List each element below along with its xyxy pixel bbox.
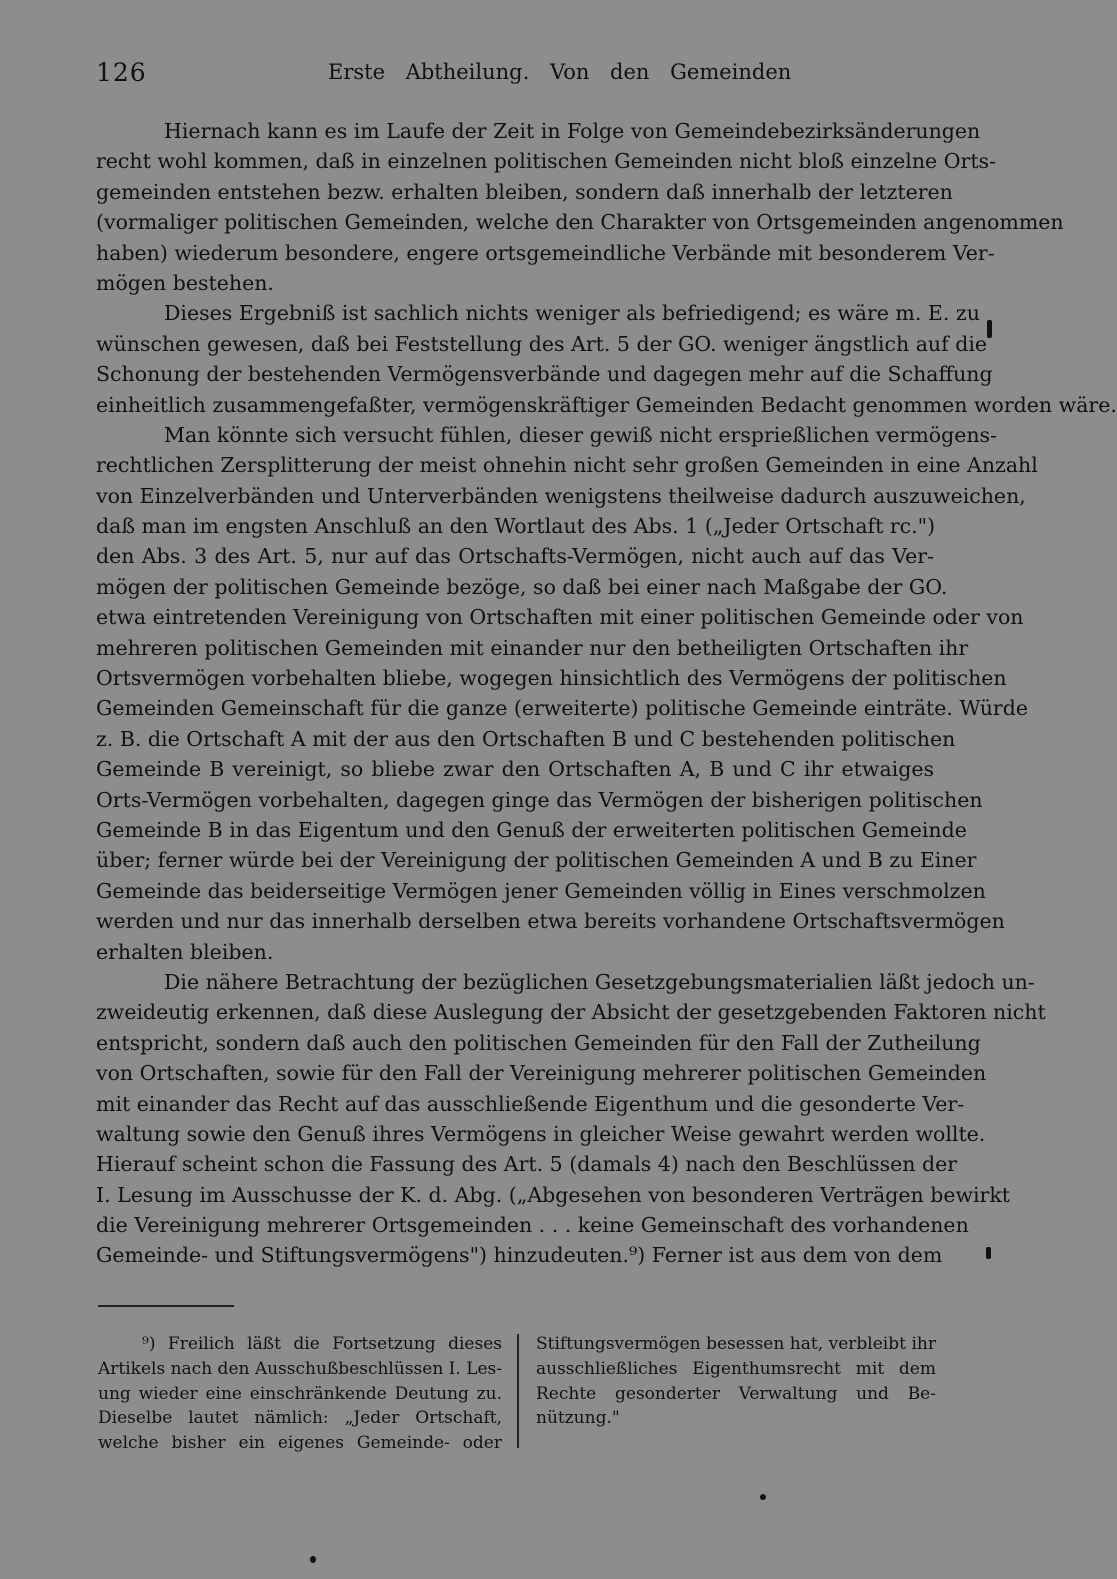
footnote-line: welche bisher ein eigenes Gemeinde- oder <box>98 1433 502 1454</box>
footnote-line: Dieselbe lautet nämlich: „Jeder Ortschaft, <box>98 1408 502 1429</box>
scan-artifact <box>987 320 992 338</box>
text-line: Die nähere Betrachtung der bezüglichen Gesetzgebungsmaterialien läßt jedoch un- <box>164 969 1035 994</box>
text-line: haben) wiederum besondere, engere ortsgemeindliche Verbände mit besonderem Ver- <box>96 240 995 265</box>
text-line: mit einander das Recht auf das ausschließende Eigenthum und die gesonderte Ver- <box>96 1091 965 1116</box>
footnote-line: Stiftungsvermögen besessen hat, verbleibt ihr <box>536 1334 936 1354</box>
text-line: Schonung der bestehenden Vermögensverbände und dagegen mehr auf die Schaffung <box>96 362 993 387</box>
text-line: Gemeinde das beiderseitige Vermögen jener Gemeinden völlig in Eines verschmolzen <box>96 878 986 903</box>
footnote-left-column <box>98 1332 502 1456</box>
text-line: Gemeinde- und Stiftungsvermögens") hinzudeuten.⁹) Ferner ist aus dem von dem <box>96 1243 943 1268</box>
footnote-line: Artikels nach den Ausschußbeschlüssen I. Les- <box>98 1358 503 1379</box>
text-line: einheitlich zusammengefaßter, vermögenskräftiger Gemeinden Bedacht genommen worden wäre. <box>96 392 1117 417</box>
text-line: mehreren politischen Gemeinden mit einander nur den betheiligten Ortschaften ihr <box>96 635 969 660</box>
text-line: Hierauf scheint schon die Fassung des Art. 5 (damals 4) nach den Beschlüssen der <box>96 1152 958 1177</box>
text-line: recht wohl kommen, daß in einzelnen politischen Gemeinden nicht bloß einzelne Orts- <box>96 149 996 174</box>
footnote-line: ausschließliches Eigenthumsrecht mit dem <box>536 1358 936 1379</box>
text-line: von Einzelverbänden und Unterverbänden wenigstens theilweise dadurch auszuweichen, <box>96 483 1026 508</box>
text-line: mögen bestehen. <box>96 270 274 295</box>
text-line: Man könnte sich versucht fühlen, dieser gewiß nicht ersprießlichen vermögens- <box>164 422 998 447</box>
scan-artifact <box>760 1494 766 1500</box>
text-line: den Abs. 3 des Art. 5, nur auf das Ortschafts-Vermögen, nicht auch auf das Ver- <box>96 544 934 569</box>
text-line: entspricht, sondern daß auch den politischen Gemeinden für den Fall der Zutheilung <box>96 1030 981 1055</box>
text-line: von Ortschaften, sowie für den Fall der Vereinigung mehrerer politischen Gemeinden <box>96 1061 987 1086</box>
text-line: über; ferner würde bei der Vereinigung der politischen Gemeinden A und B zu Einer <box>96 848 977 873</box>
scan-artifact <box>310 1556 316 1563</box>
scan-artifact <box>986 1247 991 1259</box>
text-line: Orts-Vermögen vorbehalten, dagegen ginge das Vermögen der bisherigen politischen <box>96 787 983 812</box>
text-line: Gemeinde B vereinigt, so bliebe zwar den Ortschaften A, B und C ihr etwaiges <box>96 757 934 782</box>
text-line: gemeinden entstehen bezw. erhalten bleiben, sondern daß innerhalb der letzteren <box>96 179 953 204</box>
text-line: (vormaliger politischen Gemeinden, welche den Charakter von Ortsgemeinden angenommen <box>96 210 1064 235</box>
text-line: Gemeinde B in das Eigentum und den Genuß der erweiterten politischen Gemeinde <box>96 817 967 842</box>
footnote-line: Rechte gesonderter Verwaltung und Be- <box>536 1383 936 1404</box>
text-line: rechtlichen Zersplitterung der meist ohnehin nicht sehr großen Gemeinden in eine Anzahl <box>96 453 1038 478</box>
text-line: z. B. die Ortschaft A mit der aus den Ortschaften B und C bestehenden politischen <box>96 726 956 751</box>
text-line: wünschen gewesen, daß bei Feststellung des Art. 5 der GO. weniger ängstlich auf die <box>96 331 988 356</box>
text-line: Hiernach kann es im Laufe der Zeit in Folge von Gemeindebezirksänderungen <box>164 119 981 143</box>
text-line: die Vereinigung mehrerer Ortsgemeinden . . . keine Gemeinschaft des vorhandenen <box>96 1213 969 1238</box>
footnote-column-divider <box>517 1334 519 1448</box>
page-header <box>96 58 936 94</box>
text-line: Ortsvermögen vorbehalten bliebe, wogegen hinsichtlich des Vermögens der politischen <box>96 666 1007 691</box>
text-line: etwa eintretenden Vereinigung von Ortschaften mit einer politischen Gemeinde oder von <box>96 605 1024 630</box>
footnote-separator <box>98 1305 234 1307</box>
text-line: Gemeinden Gemeinschaft für die ganze (erweiterte) politische Gemeinde einträte. Würde <box>96 696 1028 721</box>
text-line: I. Lesung im Ausschusse der K. d. Abg. („Abgesehen von besonderen Verträgen bewirkt <box>96 1182 1011 1207</box>
footnote-line: nützung." <box>536 1408 620 1429</box>
text-line: zweideutig erkennen, daß diese Auslegung der Absicht der gesetzgebenden Faktoren nicht <box>96 1000 1046 1025</box>
text-line: waltung sowie den Genuß ihres Vermögens in gleicher Weise gewahrt werden wollte. <box>96 1121 986 1146</box>
page-number: 126 <box>96 58 147 87</box>
text-line: erhalten bleiben. <box>96 939 274 964</box>
running-title: Erste Abtheilung. Von den Gemeinden <box>328 60 792 84</box>
footnote-line: ung wieder eine einschränkende Deutung zu. <box>98 1383 502 1404</box>
text-line: Dieses Ergebniß ist sachlich nichts weniger als befriedigend; es wäre m. E. zu <box>164 301 980 326</box>
body-text <box>96 116 1117 1271</box>
text-line: werden und nur das innerhalb derselben etwa bereits vorhandene Ortschaftsvermögen <box>96 909 1005 934</box>
footnote-right-column <box>536 1332 936 1431</box>
text-line: mögen der politischen Gemeinde bezöge, so daß bei einer nach Maßgabe der GO. <box>96 574 948 599</box>
footnote-line: ⁹) Freilich läßt die Fortsetzung dieses <box>142 1334 502 1354</box>
text-line: daß man im engsten Anschluß an den Wortlaut des Abs. 1 („Jeder Ortschaft rc.") <box>96 514 936 539</box>
